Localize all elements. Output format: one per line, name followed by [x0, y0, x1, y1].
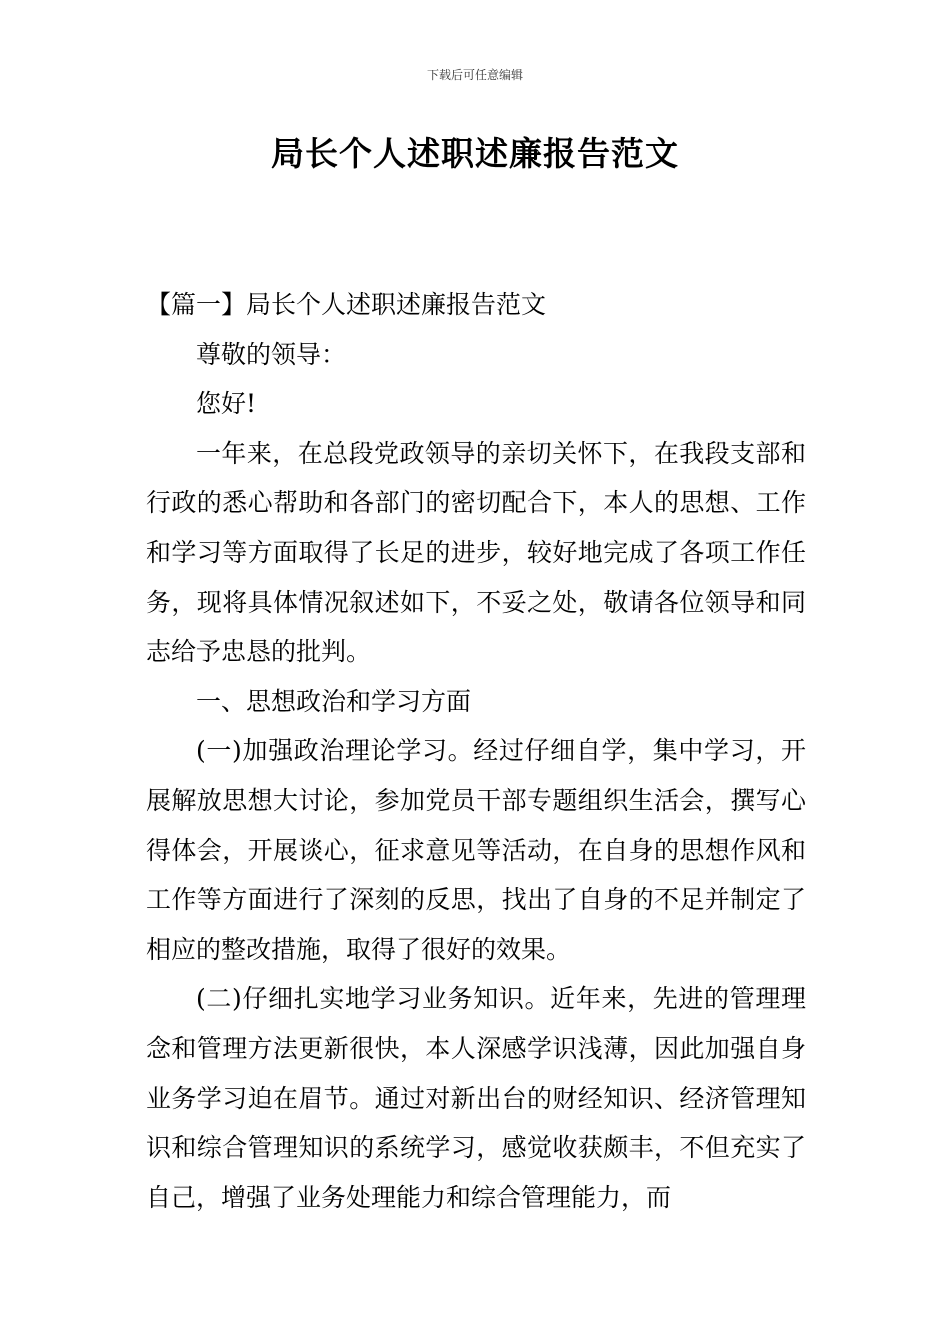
subheading-thought-politics: 一、思想政治和学习方面 [196, 686, 472, 716]
section-heading: 【篇一】局长个人述职述廉报告范文 [146, 290, 547, 319]
paragraph-intro: 一年来，在总段党政领导的亲切关怀下，在我段支部和行政的悉心帮助和各部门的密切配合下，本人的思想、工作和学习等方面取得了长足的进步，较好地完成了各项工作任务，现将具体情况叙述如下，不妥之处，敬请各位领导和同志给予忠恳的批判。 [146, 438, 806, 667]
paragraph-business-study: (二)仔细扎实地学习业务知识。近年来，先进的管理理念和管理方法更新很快，本人深感学识浅薄，因此加强自身业务学习迫在眉节。通过对新出台的财经知识、经济管理知识和综合管理知识的系统学习，感觉收获颇丰，不但充实了自己，增强了业务处理能力和综合管理能力，而 [146, 984, 806, 1212]
document-title: 局长个人述职述廉报告范文 [271, 134, 679, 173]
paragraph-political-study: (一)加强政治理论学习。经过仔细自学，集中学习，开展解放思想大讨论，参加党员干部专题组织生活会，撰写心得体会，开展谈心，征求意见等活动，在自身的思想作风和工作等方面进行了深刻的反思，找出了自身的不足并制定了相应的整改措施，取得了很好的效果。 [146, 736, 806, 964]
header-note: 下载后可任意编辑 [426, 68, 523, 82]
salutation: 尊敬的领导： [196, 339, 347, 369]
greeting: 您好! [196, 389, 257, 419]
document-body [146, 280, 806, 1222]
